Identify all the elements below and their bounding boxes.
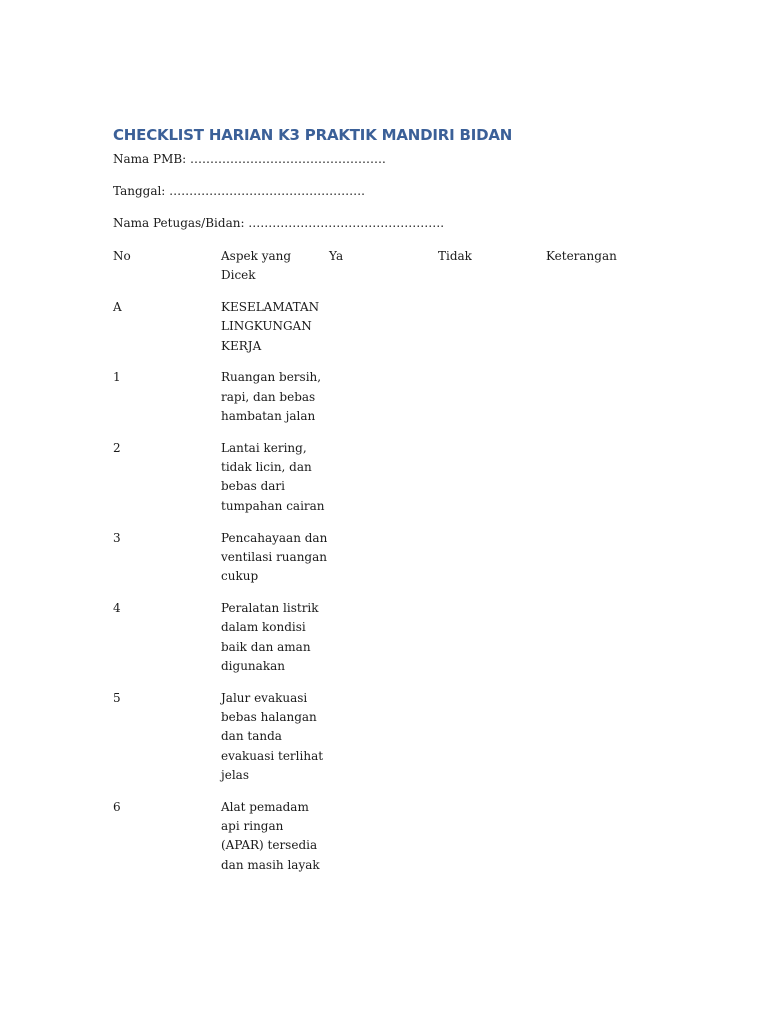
row-aspek: Pencahayaan dan ventilasi ruangan cukup <box>221 530 328 584</box>
document-title: CHECKLIST HARIAN K3 PRAKTIK MANDIRI BIDAN <box>113 126 513 144</box>
row-ya-cell[interactable] <box>329 798 438 888</box>
row-tidak-cell[interactable] <box>438 529 546 599</box>
document-page <box>113 124 673 887</box>
row-tidak-cell[interactable] <box>438 798 546 888</box>
header-no: No <box>113 249 131 263</box>
row-aspek: Alat pemadam api ringan (APAR) tersedia dan masih layak <box>221 799 320 872</box>
row-keterangan-cell[interactable] <box>546 798 666 888</box>
row-aspek: KESELAMATAN LINGKUNGAN KERJA <box>221 300 320 353</box>
row-no: 5 <box>113 690 121 705</box>
row-aspek: Peralatan listrik dalam kondisi baik dan aman digunakan <box>221 600 319 673</box>
row-tidak-cell[interactable] <box>438 439 546 529</box>
row-no: 1 <box>113 370 121 385</box>
row-ya-cell[interactable] <box>329 439 438 529</box>
table-row <box>113 439 666 529</box>
row-no: 3 <box>113 530 121 545</box>
row-ya-cell[interactable] <box>329 689 438 798</box>
field-nama-pmb: Nama PMB: …………………………………………. <box>113 152 386 166</box>
table-row <box>113 529 666 599</box>
row-ya-cell[interactable] <box>329 599 438 689</box>
row-keterangan-cell[interactable] <box>546 689 666 798</box>
header-aspek: Aspek yang Dicek <box>221 249 292 283</box>
row-no: A <box>113 300 122 315</box>
header-tidak: Tidak <box>438 249 472 263</box>
row-keterangan-cell[interactable] <box>546 529 666 599</box>
table-row <box>113 689 666 798</box>
row-no: 2 <box>113 440 121 455</box>
row-keterangan-cell[interactable] <box>546 439 666 529</box>
table-header-row <box>113 247 666 298</box>
row-tidak-cell[interactable] <box>438 298 546 368</box>
table-row <box>113 599 666 689</box>
row-no: 4 <box>113 600 121 615</box>
row-ya-cell[interactable] <box>329 368 438 438</box>
table-row <box>113 798 666 888</box>
row-tidak-cell[interactable] <box>438 368 546 438</box>
header-keterangan: Keterangan <box>546 249 617 263</box>
row-keterangan-cell[interactable] <box>546 368 666 438</box>
table-row <box>113 298 666 368</box>
row-tidak-cell[interactable] <box>438 599 546 689</box>
row-aspek: Ruangan bersih, rapi, dan bebas hambatan jalan <box>221 370 322 424</box>
row-keterangan-cell[interactable] <box>546 599 666 689</box>
row-ya-cell[interactable] <box>329 529 438 599</box>
row-aspek: Jalur evakuasi bebas halangan dan tanda evakuasi terlihat jelas <box>221 690 324 782</box>
checklist-table <box>113 247 666 887</box>
row-aspek: Lantai kering, tidak licin, dan bebas dari tumpahan cairan <box>221 440 325 513</box>
field-tanggal: Tanggal: …………………………………………. <box>113 184 365 198</box>
table-row <box>113 368 666 438</box>
row-no: 6 <box>113 799 121 814</box>
field-nama-petugas: Nama Petugas/Bidan: …………………………………………. <box>113 216 445 230</box>
row-ya-cell[interactable] <box>329 298 438 368</box>
row-tidak-cell[interactable] <box>438 689 546 798</box>
row-keterangan-cell[interactable] <box>546 298 666 368</box>
header-ya: Ya <box>329 249 344 263</box>
